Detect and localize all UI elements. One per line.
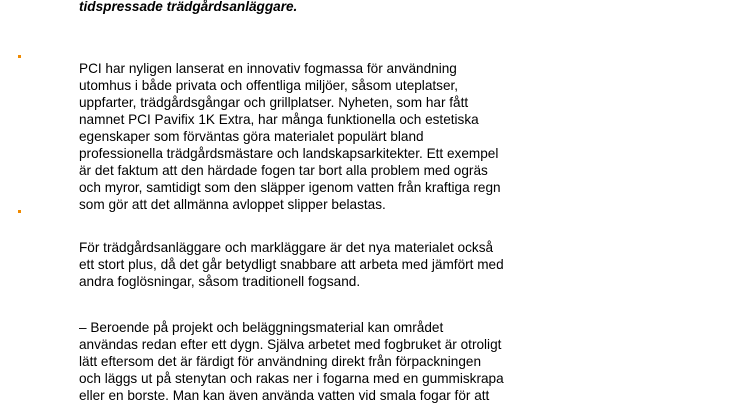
paragraph-benefits [79, 239, 599, 290]
text-line: egenskaper som förväntas göra materialet populärt bland [79, 129, 424, 144]
text-line: ett stort plus, då det går betydligt snabbare att arbeta med jämfört med [79, 257, 504, 272]
text-line: uppfarter, trädgårdsgångar och grillplatser. Nyheten, som har fått [79, 95, 469, 110]
bullet-marker [18, 210, 21, 213]
text-line: utomhus i både privata och offentliga miljöer, såsom uteplatser, [79, 78, 459, 93]
paragraph-intro [79, 60, 599, 213]
text-line: PCI har nyligen lanserat en innovativ fogmassa för användning [79, 61, 457, 76]
text-line: eller en borste. Man kan även använda vatten vid smala fogar för att [79, 388, 490, 403]
bullet-marker [18, 55, 21, 58]
text-line: För trädgårdsanläggare och markläggare är det nya materialet också [79, 240, 494, 255]
text-line: – Beroende på projekt och beläggningsmaterial kan området [79, 320, 444, 335]
text-line: professionella trädgårdsmästare och landskapsarkitekter. Ett exempel [79, 146, 499, 161]
text-line: namnet PCI Pavifix 1K Extra, har många funktionella och estetiska [79, 112, 479, 127]
text-line: är det faktum att den härdade fogen tar bort alla problem med ogräs [79, 163, 488, 178]
paragraph-quote [79, 319, 599, 404]
text-line: andra foglösningar, såsom traditionell fogsand. [79, 274, 361, 289]
text-line: och myror, samtidigt som den släpper igenom vatten från kraftiga regn [79, 180, 501, 195]
text-line: och läggs ut på stenytan och rakas ner i fogarna med en gummiskrapa [79, 371, 504, 386]
text-line: lätt eftersom det är färdigt för användning direkt från förpackningen [79, 354, 481, 369]
lead-line: tidspressade trädgårdsanläggare. [79, 0, 298, 14]
text-line: användas redan efter ett dygn. Själva arbetet med fogbruket är otroligt [79, 337, 502, 352]
text-line: som gör att det allmänna avloppet slipper belastas. [79, 197, 386, 212]
